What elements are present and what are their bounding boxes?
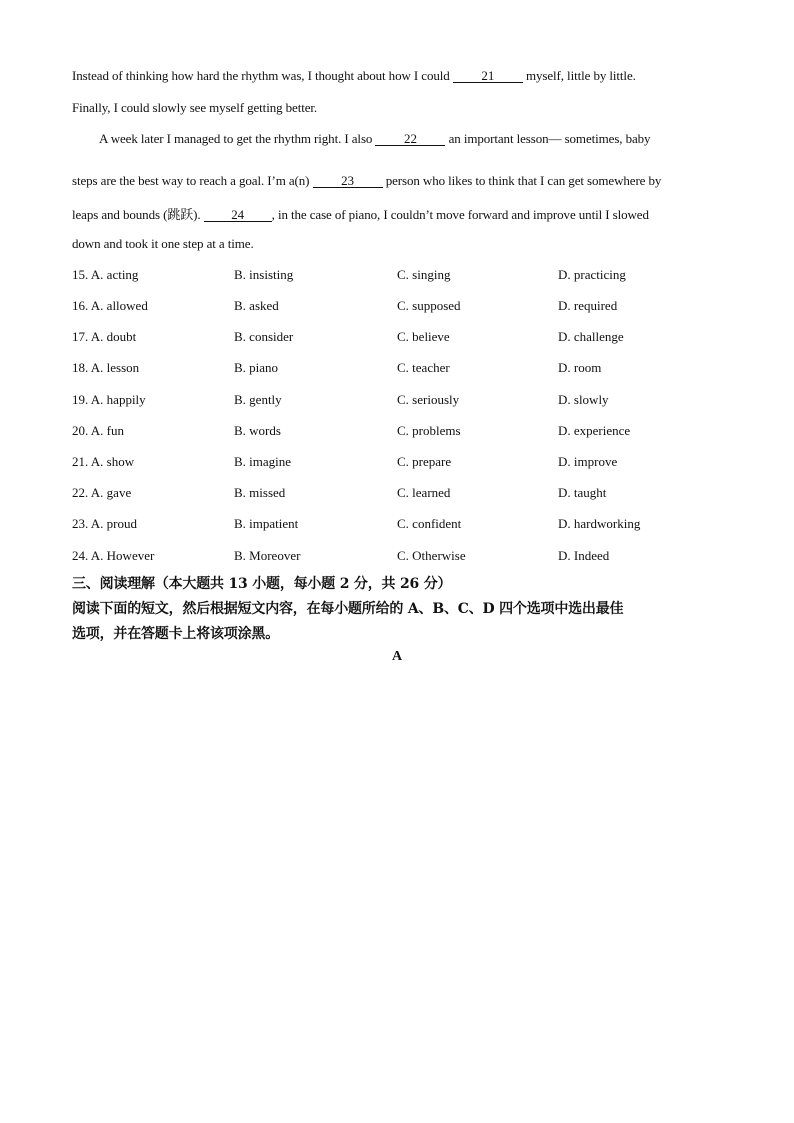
option-a[interactable]: 22. A. gave	[72, 485, 132, 500]
option-d[interactable]: D. required	[558, 298, 618, 313]
option-c[interactable]: C. confident	[397, 516, 462, 531]
question-19	[72, 392, 732, 410]
option-b[interactable]: B. impatient	[234, 516, 299, 531]
question-15	[72, 267, 732, 285]
passage-line-3	[99, 131, 650, 147]
section-title: 三、阅读理解（本大题共 13 小题，每小题 2 分，共 26 分）	[72, 576, 452, 592]
passage-text: A week later	[99, 131, 164, 146]
blank-21: 21	[453, 69, 523, 83]
option-d[interactable]: D. room	[558, 360, 602, 375]
passage-text: leaps and bounds (跳跃).	[72, 207, 204, 222]
passage-line-2: Finally, I could slowly see myself getting better.	[72, 100, 318, 115]
question-21	[72, 454, 732, 472]
passage-text: an important lesson— sometimes, baby	[445, 131, 651, 146]
option-a[interactable]: 19. A. happily	[72, 392, 146, 407]
option-b[interactable]: B. asked	[234, 298, 279, 313]
section-instructions-2: 选项，并在答题卡上将该项涂黑。	[72, 626, 279, 642]
passage-label: A	[391, 649, 403, 664]
option-b[interactable]: B. missed	[234, 485, 286, 500]
option-c[interactable]: C. learned	[397, 485, 451, 500]
option-c[interactable]: C. seriously	[397, 392, 460, 407]
option-b[interactable]: B. Moreover	[234, 548, 301, 563]
option-b[interactable]: B. imagine	[234, 454, 292, 469]
option-c[interactable]: C. supposed	[397, 298, 461, 313]
option-a[interactable]: 15. A. acting	[72, 267, 139, 282]
option-d[interactable]: D. Indeed	[558, 548, 610, 563]
option-a[interactable]: 23. A. proud	[72, 516, 137, 531]
passage-text: person who likes to think that I can get somewhere by	[382, 173, 662, 188]
option-d[interactable]: D. improve	[558, 454, 618, 469]
option-c[interactable]: C. teacher	[397, 360, 450, 375]
option-d[interactable]: D. hardworking	[558, 516, 641, 531]
option-b[interactable]: B. words	[234, 423, 281, 438]
option-a[interactable]: 17. A. doubt	[72, 329, 137, 344]
question-20	[72, 423, 732, 441]
option-d[interactable]: D. practicing	[558, 267, 626, 282]
passage-text: Instead of thinking how hard the rhythm was, I thought about how I could	[72, 68, 453, 83]
option-c[interactable]: C. singing	[397, 267, 451, 282]
option-d[interactable]: D. slowly	[558, 392, 609, 407]
passage-line-4	[72, 173, 661, 189]
passage-line-5	[72, 204, 649, 223]
question-17	[72, 329, 732, 347]
blank-24: 24	[204, 208, 272, 222]
question-23	[72, 516, 732, 534]
passage-line-6: down and took it one step at a time.	[72, 236, 254, 251]
option-c[interactable]: C. believe	[397, 329, 450, 344]
option-b[interactable]: B. consider	[234, 329, 294, 344]
passage-text: myself, little by little.	[522, 68, 636, 83]
option-d[interactable]: D. challenge	[558, 329, 624, 344]
option-d[interactable]: D. experience	[558, 423, 631, 438]
passage-text: I managed to get the rhythm right. I also	[163, 131, 376, 146]
option-b[interactable]: B. insisting	[234, 267, 294, 282]
option-a[interactable]: 20. A. fun	[72, 423, 124, 438]
passage-text: , in the case of piano, I couldn’t move forward and improve until I slowed	[271, 207, 649, 222]
passage-text: steps are the best way to reach a goal. I’m a(n)	[72, 173, 313, 188]
question-22	[72, 485, 732, 503]
blank-22: 22	[375, 132, 445, 146]
option-d[interactable]: D. taught	[558, 485, 607, 500]
option-a[interactable]: 21. A. show	[72, 454, 135, 469]
option-c[interactable]: C. problems	[397, 423, 461, 438]
option-a[interactable]: 24. A. However	[72, 548, 155, 563]
option-b[interactable]: B. piano	[234, 360, 279, 375]
option-c[interactable]: C. Otherwise	[397, 548, 466, 563]
option-a[interactable]: 18. A. lesson	[72, 360, 140, 375]
question-18	[72, 360, 732, 378]
blank-23: 23	[313, 174, 383, 188]
question-16	[72, 298, 732, 316]
section-instructions-1: 阅读下面的短文，然后根据短文内容，在每小题所给的 A、B、C、D 四个选项中选出最佳	[72, 601, 624, 617]
question-24	[72, 548, 732, 566]
option-c[interactable]: C. prepare	[397, 454, 452, 469]
option-a[interactable]: 16. A. allowed	[72, 298, 148, 313]
option-b[interactable]: B. gently	[234, 392, 282, 407]
passage-line-1	[72, 68, 636, 84]
